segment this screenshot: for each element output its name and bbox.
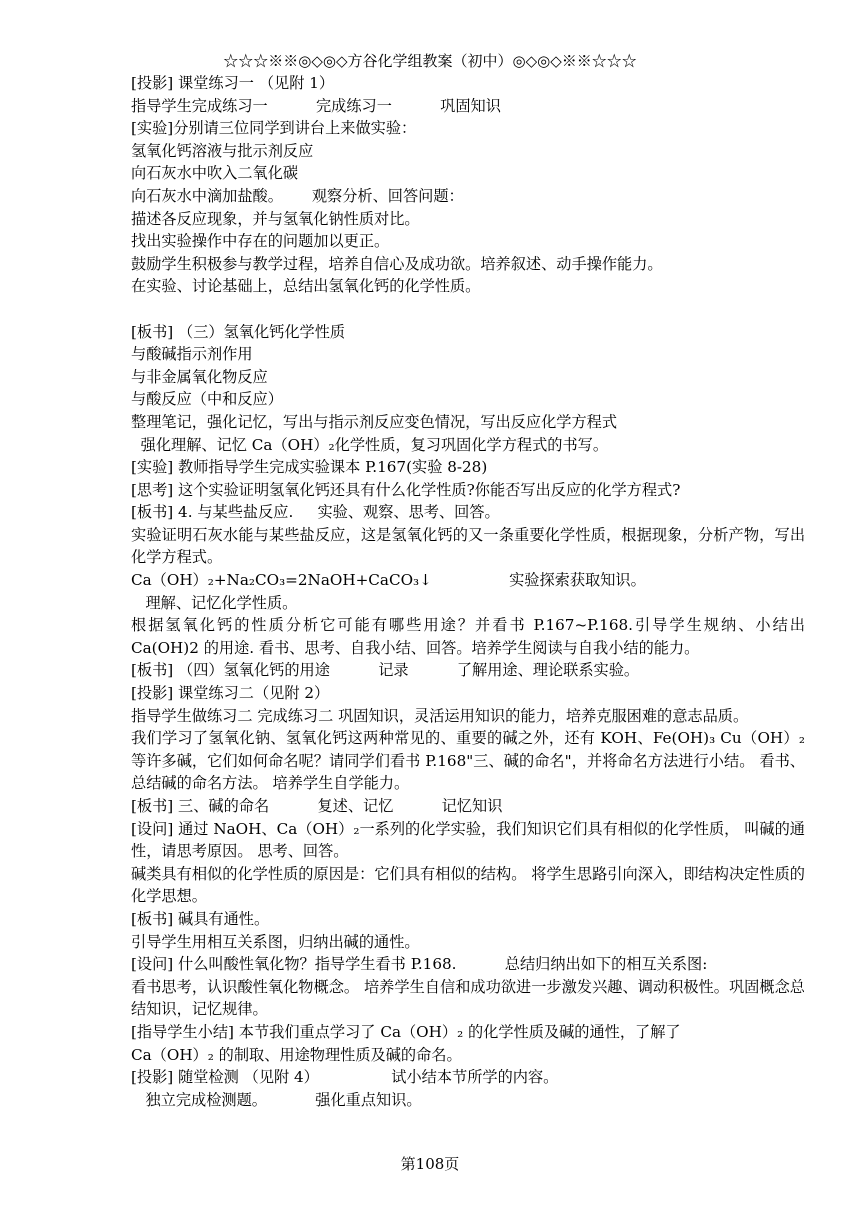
text-line: 与酸碱指示剂作用 [131, 345, 253, 364]
text-line: [指导学生小结] 本节我们重点学习了 Ca（OH）₂ 的化学性质及碱的通性，了解了 [131, 1022, 681, 1041]
text-line: [投影] 随堂检测 （见附 4） 试小结本节所学的内容。 [131, 1068, 559, 1087]
text-line: Ca（OH）₂ 的制取、用途物理性质及碱的命名。 [131, 1045, 462, 1064]
text-line: 向石灰水中滴加盐酸。 观察分析、回答问题： [131, 186, 464, 205]
text-line: 理解、记忆化学性质。 [131, 593, 298, 612]
text-line: [板书] 三、碱的命名 复述、记忆 记忆知识 [131, 797, 503, 815]
text-line: 整理笔记，强化记忆，写出与指示剂反应变色情况，写出反应化学方程式 [131, 412, 617, 431]
text-line: [板书] 碱具有通性。 [131, 909, 270, 928]
text-line: 指导学生完成练习一 完成练习一 巩固知识 [131, 96, 501, 115]
text-line: 与酸反应（中和反应） [131, 390, 283, 409]
text-line: [板书] 4. 与某些盐反应. 实验、观察、思考、回答。 [131, 503, 500, 522]
text-line: 强化理解、记忆 Ca（OH）₂化学性质，复习巩固化学方程式的书写。 [131, 435, 609, 454]
text-line: 描述各反应现象，并与氢氧化钠性质对比。 [131, 209, 420, 228]
text-line: 找出实验操作中存在的问题加以更正。 [131, 232, 390, 251]
blank-line [131, 298, 805, 321]
text-paragraph: 根据氢氧化钙的性质分析它可能有哪些用途？并看书 P.167~P.168.引导学生规纳、小结出 Ca(OH)2 的用途. 看书、思考、自我小结、回答。培养学生阅读与自我小结的能力。 [131, 616, 805, 657]
lesson-body [131, 72, 805, 1111]
text-line: [实验] 教师指导学生完成实验课本 P.167(实验 8-28) [131, 458, 488, 477]
text-line: [板书] （三）氢氧化钙化学性质 [131, 322, 346, 341]
text-paragraph: 看书思考，认识酸性氧化物概念。 培养学生自信和成功欲进一步激发兴趣、调动积极性。巩固概念总结知识，记忆规律。 [131, 977, 805, 1019]
text-line: 引导学生用相互关系图，归纳出碱的通性。 [131, 932, 420, 951]
text-line: 与非金属氧化物反应 [131, 367, 268, 386]
text-line: [投影] 课堂练习一 （见附 1） [131, 74, 335, 92]
text-paragraph: 指导学生做练习二 完成练习二 巩固知识，灵活运用知识的能力，培养克服困难的意志品质。 [131, 706, 749, 725]
text-line: [投影] 课堂练习二（见附 2） [131, 684, 330, 703]
text-paragraph: 碱类具有相似的化学性质的原因是：它们具有相似的结构。 将学生思路引向深入，即结构决定性质的化学思想。 [131, 864, 805, 906]
text-line: 独立完成检测题。 强化重点知识。 [131, 1090, 422, 1109]
text-line: 鼓励学生积极参与教学过程，培养自信心及成功欲。培养叙述、动手操作能力。 [131, 254, 663, 273]
text-line: 在实验、讨论基础上，总结出氢氧化钙的化学性质。 [131, 277, 481, 296]
text-line: 向石灰水中吹入二氧化碳 [131, 164, 299, 183]
text-paragraph: [设问] 通过 NaOH、Ca（OH）₂一系列的化学实验，我们知识它们具有相似的化学性质， 叫碱的通性，请思考原因。 思考、回答。 [131, 819, 805, 861]
text-line: [实验]分别请三位同学到讲台上来做实验： [131, 119, 417, 138]
page-header: ☆☆☆※※◎◇◎◇方谷化学组教案（初中）◎◇◎◇※※☆☆☆ [223, 52, 637, 70]
text-line: Ca（OH）₂+Na₂CO₃=2NaOH+CaCO₃↓ 实验探索获取知识。 [131, 571, 646, 590]
text-paragraph: 我们学习了氢氧化钠、氢氧化钙这两种常见的、重要的碱之外，还有 KOH、Fe(OH)₃ Cu（OH）₂ 等许多碱，它们如何命名呢？请同学们看书 P.168"三、碱的命名"，并将命名方法进行小结。 看书、总结碱的命名方法。 培养学生自学能力。 [131, 729, 805, 793]
page-number: 第108页 [400, 1155, 460, 1173]
text-line: [板书] （四）氢氧化钙的用途 记录 了解用途、理论联系实验。 [131, 661, 640, 680]
text-line: [思考] 这个实验证明氢氧化钙还具有什么化学性质?你能否写出反应的化学方程式? [131, 480, 681, 499]
text-line: [设问] 什么叫酸性氧化物？指导学生看书 P.168. 总结归纳出如下的相互关系图: [131, 955, 708, 974]
text-paragraph: 实验证明石灰水能与某些盐反应，这是氢氧化钙的又一条重要化学性质，根据现象，分析产物，写出化学方程式。 [131, 525, 805, 567]
text-line: 氢氧化钙溶液与批示剂反应 [131, 141, 314, 160]
